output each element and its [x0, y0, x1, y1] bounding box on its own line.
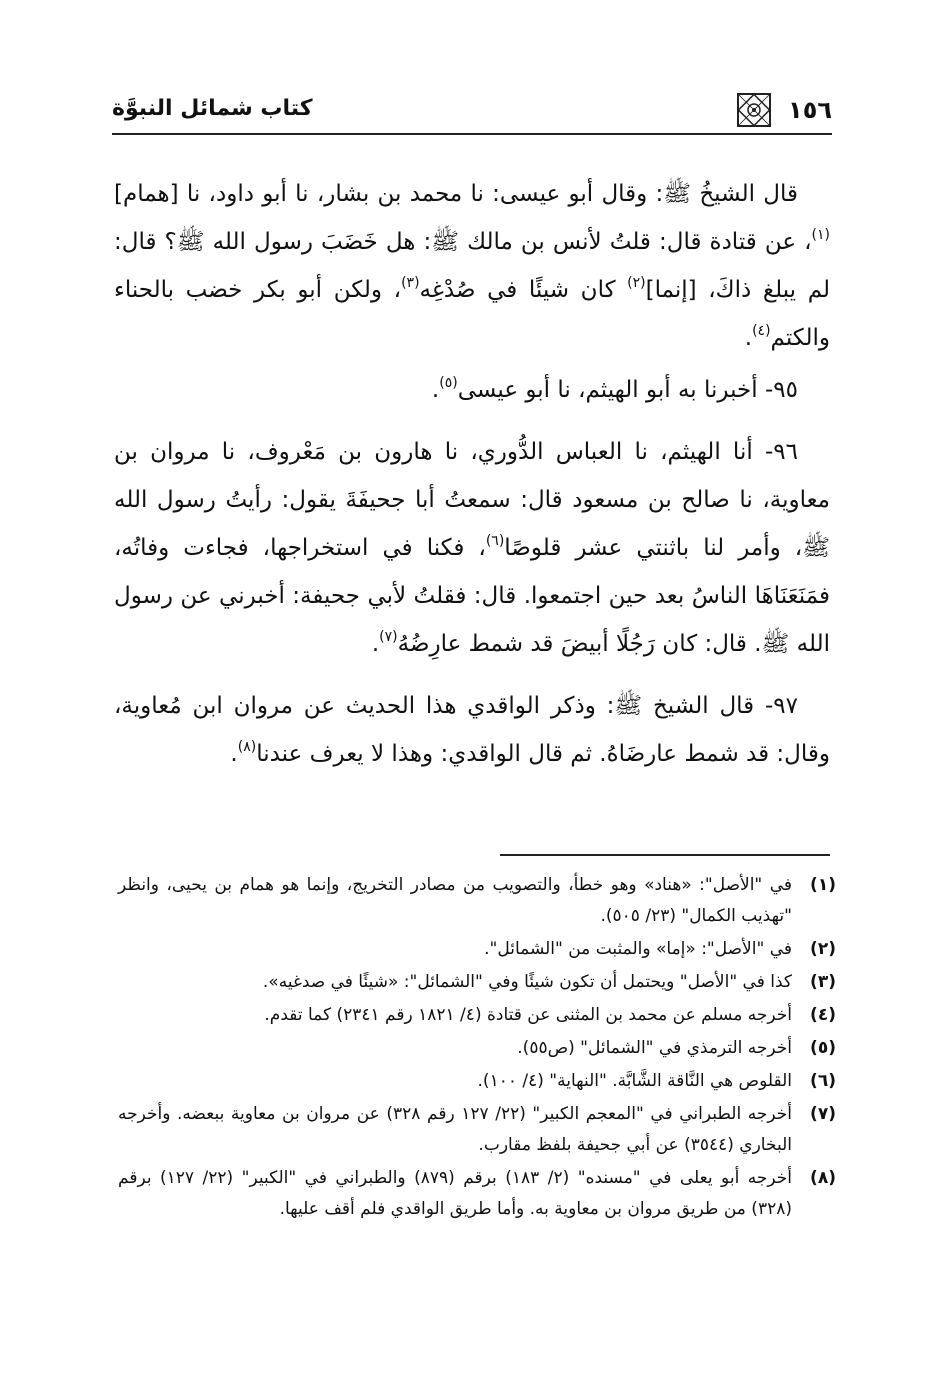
footnote-number: (٨) — [810, 1168, 836, 1188]
footnote-item — [118, 870, 836, 932]
text-segment: ، عن قتادة قال: قلتُ لأنس بن مالك ﷺ: — [423, 229, 812, 255]
paragraph-97 — [114, 682, 830, 778]
footnote-ref[interactable]: (١) — [811, 227, 831, 243]
footnotes — [118, 870, 836, 1227]
text-segment: ، ولكن أبو بكر خضب بالحناء والكتم — [114, 277, 830, 351]
footnote-number: (٧) — [810, 1104, 836, 1124]
page-header — [112, 92, 832, 132]
text-segment: كان شيئًا — [528, 277, 628, 303]
paragraph-96 — [114, 428, 830, 668]
page-number: ١٥٦ — [788, 96, 832, 124]
text-segment: . — [230, 741, 238, 767]
footnote-item — [118, 1000, 836, 1031]
footnote-item — [118, 934, 836, 965]
footnote-item — [118, 1066, 836, 1097]
footnote-divider — [500, 854, 830, 856]
decorative-ornament-icon — [736, 92, 772, 128]
footnote-text: في "الأصل": «إما» والمثبت من "الشمائل". — [484, 939, 792, 959]
text-segment: . — [371, 631, 380, 657]
footnote-text: أخرجه مسلم عن محمد بن المثنى عن قتادة (٤/ ١٨٢١ رقم ٢٣٤١) كما تقدم. — [264, 1005, 792, 1025]
text-segment: هل خَضَبَ رسول الله ﷺ؟ قال: لم يبلغ ذاكَ، [إنما] — [114, 229, 831, 303]
footnote-text: أخرجه الطبراني في "المعجم الكبير" (٢٢/ ١٢٧ رقم ٣٢٨) عن مروان بن معاوية ببعضه. وأخرجه البخاري (٣٥٤٤) عن أبي جحيفة بلفظ مقارب. — [118, 1104, 793, 1155]
paragraph-95 — [114, 366, 830, 414]
text-segment: في صُدْغِه — [419, 277, 518, 303]
footnote-number: (٥) — [810, 1038, 836, 1058]
footnote-ref[interactable]: (٣) — [401, 275, 420, 291]
footnote-item — [118, 1163, 836, 1225]
header-divider — [112, 133, 832, 135]
footnote-number: (٤) — [810, 1005, 836, 1025]
footnote-item — [118, 967, 836, 998]
text-segment: داود، نا [همام] — [114, 181, 254, 207]
footnote-text: كذا في "الأصل" ويحتمل أن تكون شيئًا وفي "الشمائل": «شيئًا في صدغيه». — [262, 972, 792, 992]
footnote-ref[interactable]: (٦) — [485, 533, 505, 549]
footnote-ref[interactable]: (٨) — [237, 739, 257, 755]
footnote-text: القلوص هي النَّاقة الشَّابَّة. "النهاية" (٤/ ١٠٠). — [477, 1071, 792, 1091]
text-segment: ٩٧- قال الشيخ ﷺ: وذكر الواقدي هذا الحديث عن مروان ابن مُعاوية، وقال: قد شمط عارضَاهُ. ثم قال الواقدي: وهذا لا يعرف عندنا — [114, 693, 830, 767]
footnote-text: أخرجه أبو يعلى في "مسنده" (٢/ ١٨٣) برقم (٨٧٩) والطبراني في "الكبير" (٢٢/ ١٢٧) برقم (٣٢٨) من طريق مروان بن معاوية به. وأما طريق الواقدي فلم أقف عليها. — [118, 1168, 792, 1219]
footnote-number: (٦) — [810, 1071, 836, 1091]
footnote-item — [118, 1099, 836, 1161]
text-segment: . — [744, 325, 753, 351]
paragraph-intro — [114, 170, 830, 362]
footnote-text: أخرجه الترمذي في "الشمائل" (ص٥٥). — [517, 1038, 792, 1058]
footnote-ref[interactable]: (٢) — [627, 275, 646, 291]
footnote-ref[interactable]: (٧) — [379, 629, 398, 645]
book-title: كتاب شمائل النبوَّة — [112, 96, 313, 121]
footnote-number: (١) — [810, 875, 836, 895]
footnote-number: (٣) — [810, 972, 836, 992]
text-segment: . — [431, 377, 440, 403]
main-text — [114, 170, 830, 782]
footnote-ref[interactable]: (٥) — [439, 375, 458, 391]
text-segment: ٩٦- أنا الهيثم، نا العباس الدُّوري، نا هارون بن مَعْروف، نا مروان بن معاوية، نا صالح بن مسعود قال: سمعتُ أبا جحيفَةَ يقول: رأيتُ رسول الله ﷺ، وأمر لنا باثنتي عشر قلوصًا — [114, 439, 830, 561]
text-segment: ، فكنا في استخراجها، فجاءت وفاتُه، فمَنَعَنَاهَا الناسُ بعد حين اجتمعوا. قال: فقلتُ لأبي جحيفة: أخبرني عن رسول الله ﷺ. قال: كان رَجُلًا أبيضَ قد شمط عارِضُهُ — [114, 535, 830, 657]
footnote-number: (٢) — [810, 939, 836, 959]
footnote-text: في "الأصل": «هناد» وهو خطأ، والتصويب من مصادر التخريج، وإنما هو همام بن يحيى، وانظر "تهذيب الكمال" (٢٣/ ٥٠٥). — [118, 875, 792, 926]
text-segment: ٩٥- أخبرنا به أبو الهيثم، نا أبو عيسى — [457, 377, 798, 403]
footnote-ref[interactable]: (٤) — [752, 323, 771, 339]
text-segment: قال الشيخُ ﷺ: وقال أبو عيسى: نا محمد بن بشار، نا أبو — [262, 181, 798, 207]
footnote-item — [118, 1033, 836, 1064]
